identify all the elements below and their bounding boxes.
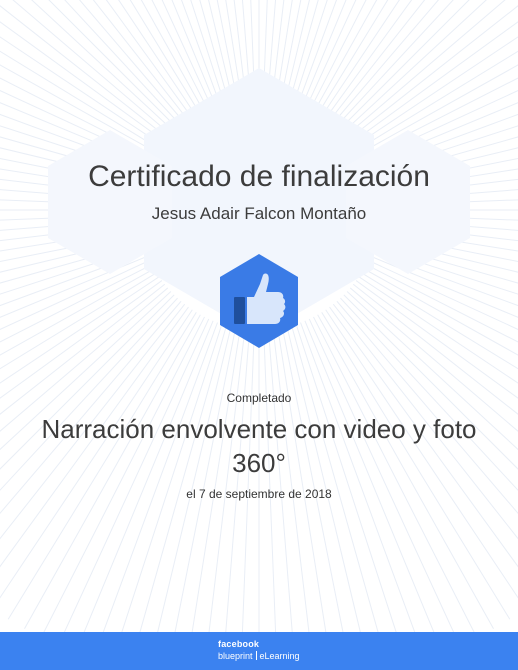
brand-divider [256, 651, 257, 660]
background-ray [273, 0, 315, 91]
background-ray [24, 0, 200, 105]
background-ray [301, 0, 426, 97]
brand-elearning: eLearning [259, 651, 300, 661]
background-ray [278, 329, 334, 632]
background-ray [368, 260, 518, 411]
background-ray [0, 0, 181, 119]
background-ray [240, 330, 254, 632]
footer-bar [0, 632, 518, 670]
brand-facebook: facebook [218, 639, 260, 649]
background-ray [318, 0, 494, 105]
background-ray [221, 330, 249, 632]
background-ray [41, 0, 204, 103]
background-ray [347, 0, 518, 129]
background-ray [93, 0, 218, 97]
recipient-name: Jesus Adair Falcon Montaño [151, 204, 367, 223]
facebook-blueprint-logo [218, 640, 300, 661]
background-ray [75, 0, 213, 99]
background-ray [0, 9, 150, 160]
background-ray [264, 330, 278, 632]
background-ray [268, 330, 296, 632]
background-ray [353, 0, 518, 136]
background-ray [326, 0, 518, 110]
background-ray [305, 0, 443, 99]
background-ray [0, 0, 154, 151]
background-ray [359, 0, 518, 143]
thumbs-up-icon [216, 252, 302, 350]
background-ray [0, 0, 192, 110]
background-ray [0, 0, 159, 143]
brand-blueprint: blueprint [218, 651, 253, 661]
background-ray [368, 9, 518, 160]
course-title: Narración envolvente con video y foto 360° [41, 414, 477, 478]
background-ray [0, 0, 165, 136]
background-ray [273, 329, 315, 632]
background-ray [337, 0, 518, 119]
completion-status: Completado [226, 391, 292, 405]
background-ray [364, 0, 518, 151]
background-ray [0, 0, 171, 129]
background-ray [203, 0, 245, 91]
background-ray [0, 260, 150, 411]
completion-date: el 7 de septiembre de 2018 [186, 487, 332, 501]
background-ray [313, 0, 476, 103]
certificate-title: Certificado de finalización [88, 160, 430, 193]
background-ray [184, 329, 240, 632]
background-ray [203, 329, 245, 632]
